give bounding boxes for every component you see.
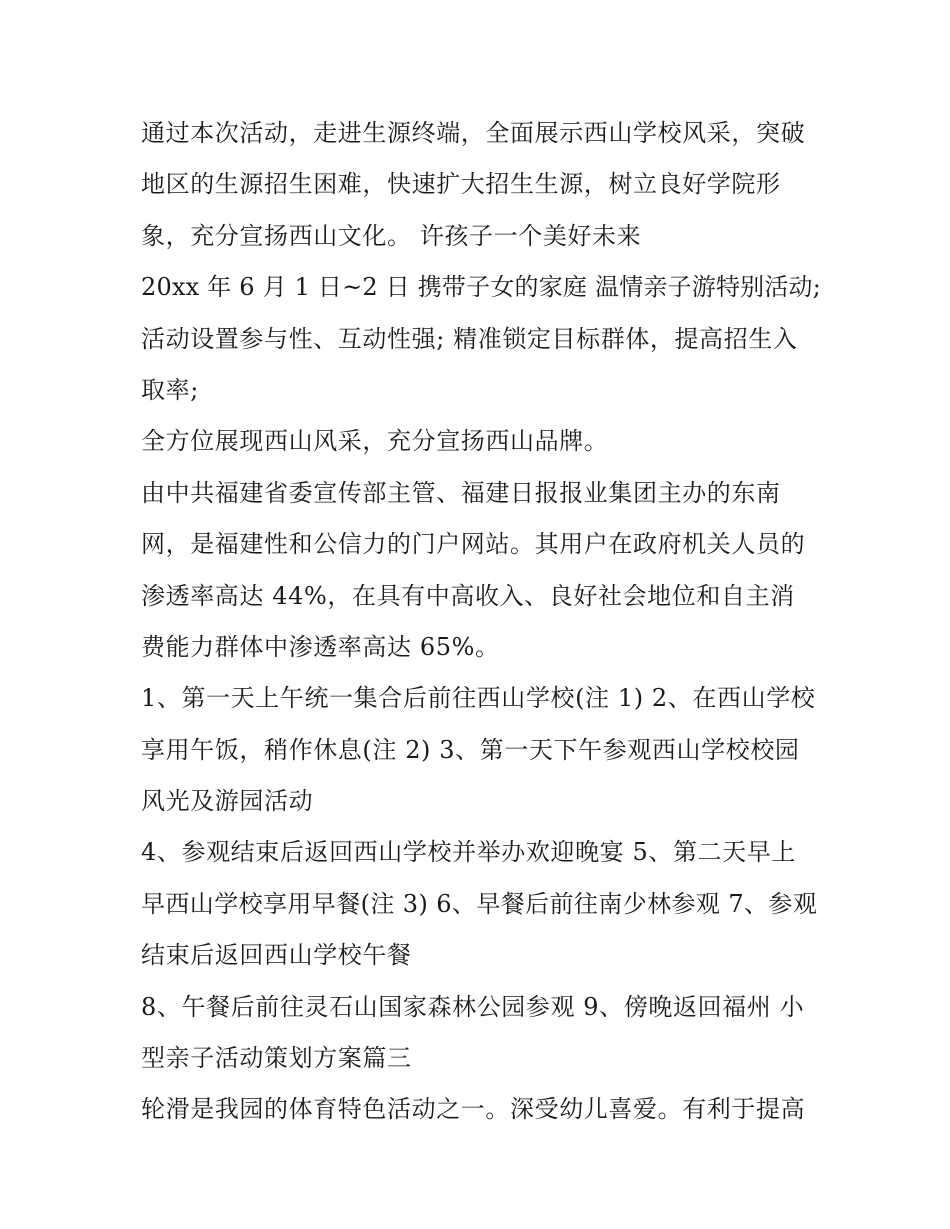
text-line: 由中共福建省委宣传部主管、福建日报报业集团主办的东南 [141, 478, 781, 507]
text-line: 轮滑是我园的体育特色活动之一。深受幼儿喜爱。有利于提高 [141, 1095, 806, 1124]
paragraph-brand [141, 416, 821, 467]
paragraph-itinerary-1 [141, 673, 821, 827]
text-line: 早西山学校享用早餐(注 3) 6、早餐后前往南少林参观 7、参观 [141, 889, 818, 918]
text-line: 型亲子活动策划方案篇三 [141, 1044, 412, 1073]
paragraph-intro [141, 108, 821, 262]
paragraph-media [141, 468, 821, 674]
text-line: 8、午餐后前往灵石山国家森林公园参观 9、傍晚返回福州 小 [141, 992, 805, 1021]
text-line: 4、参观结束后返回西山学校并举办欢迎晚宴 5、第二天早上 [141, 838, 796, 867]
text-line: 全方位展现西山风采，充分宣扬西山品牌。 [141, 427, 609, 456]
document-body [141, 108, 821, 1136]
text-line: 地区的生源招生困难，快速扩大招生生源，树立良好学院形 [141, 170, 781, 199]
text-line: 1、第一天上午统一集合后前往西山学校(注 1) 2、在西山学校 [141, 684, 816, 713]
text-line: 象，充分宣扬西山文化。 许孩子一个美好未来 [141, 221, 642, 250]
paragraph-itinerary-3 [141, 982, 821, 1085]
text-line: 结束后返回西山学校午餐 [141, 941, 412, 970]
text-line: 费能力群体中渗透率高达 65%。 [141, 632, 500, 661]
text-line: 20xx 年 6 月 1 日~2 日 携带子女的家庭 温情亲子游特别活动; [141, 273, 822, 302]
text-line: 活动设置参与性、互动性强; 精准锁定目标群体，提高招生入 [141, 324, 798, 353]
text-line: 渗透率高达 44%，在具有中高收入、良好社会地位和自主消 [141, 581, 795, 610]
text-line: 网，是福建性和公信力的门户网站。其用户在政府机关人员的 [141, 530, 806, 559]
text-line: 取率; [141, 375, 199, 404]
paragraph-schedule [141, 262, 821, 416]
text-line: 通过本次活动，走进生源终端，全面展示西山学校风采，突破 [141, 119, 806, 147]
text-line: 风光及游园活动 [141, 787, 314, 816]
paragraph-skating [141, 1084, 821, 1135]
paragraph-itinerary-2 [141, 827, 821, 981]
text-line: 享用午饭，稍作休息(注 2) 3、第一天下午参观西山学校校园 [141, 735, 800, 764]
